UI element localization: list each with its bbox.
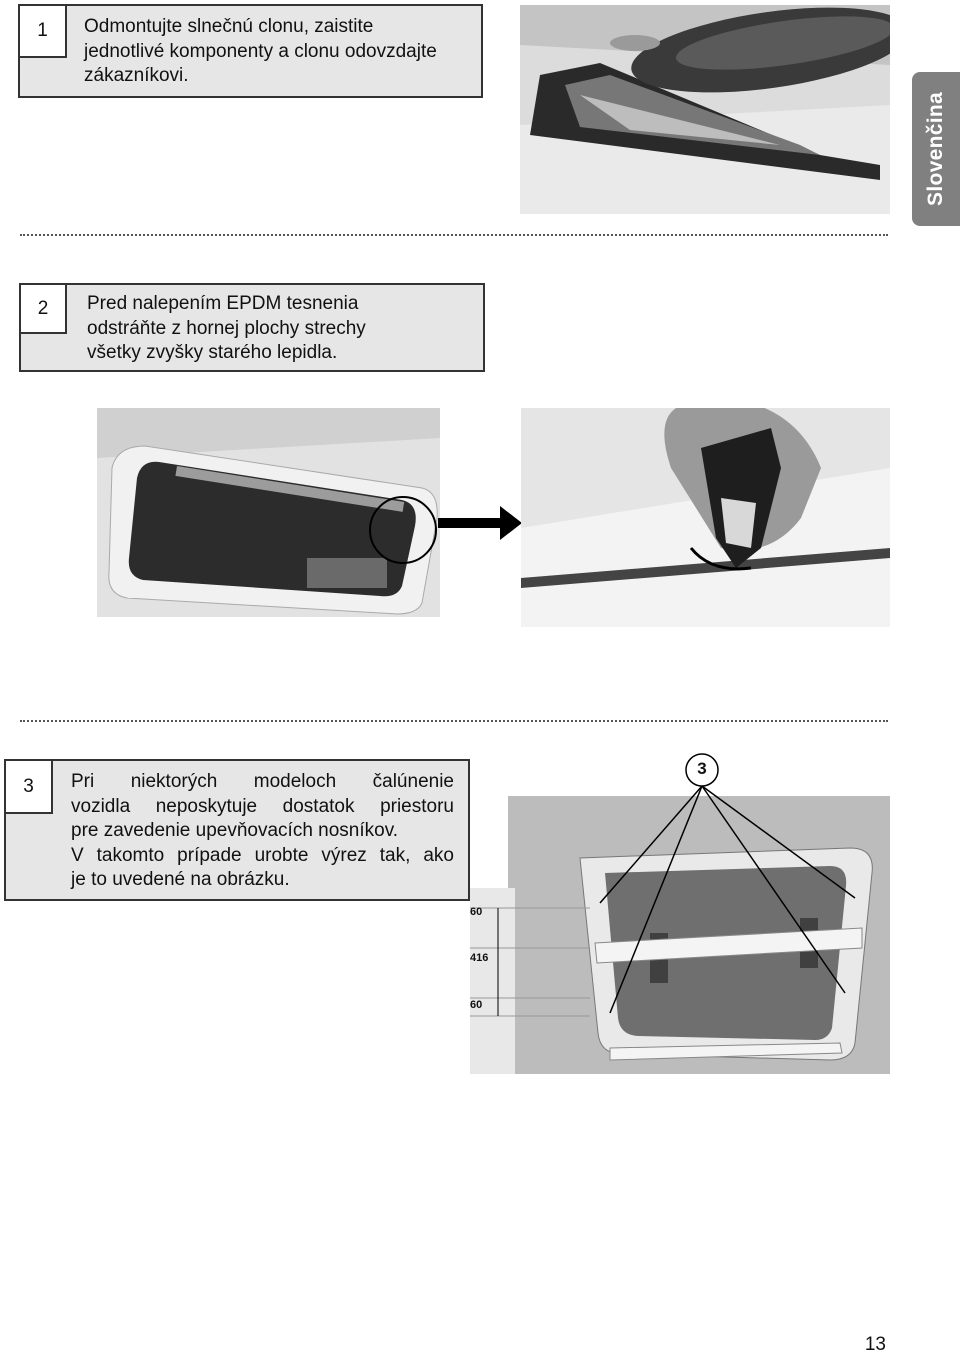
arrow-right-icon: [438, 506, 522, 540]
step-3-box: [4, 759, 470, 901]
figure-cutout: [470, 748, 890, 1074]
photo-roof-opening: [97, 408, 440, 617]
dimension-label: 60: [470, 906, 483, 918]
step-1-line: Odmontujte slnečnú clonu, zaistite: [84, 16, 374, 37]
step-2-line: odstráňte z hornej plochy strechy: [87, 317, 366, 339]
separator: [20, 234, 888, 236]
step-2-line: Pred nalepením EPDM tesnenia: [87, 293, 359, 314]
step-1-line: zákazníkovi.: [84, 65, 189, 86]
step-2-text: [87, 292, 366, 366]
dimension-label: 60: [470, 999, 483, 1011]
page-number: 13: [864, 1334, 886, 1355]
step-2-line: všetky zvyšky starého lepidla.: [87, 342, 338, 363]
step-1-text: [84, 15, 437, 89]
step-3-number: 3: [6, 761, 53, 814]
step-3-line: je to uvedené na obrázku.: [71, 869, 290, 890]
step-1-line: jednotlivé komponenty a clonu odovzdajte: [84, 40, 437, 62]
step-3-line: V takomto prípade urobte výrez tak, ako: [71, 844, 454, 866]
step-3-text: [71, 770, 454, 893]
dimension-label: 416: [470, 952, 489, 964]
step-3-line: Pri niektorých modeloch čalúnenie: [71, 771, 454, 792]
step-2-number: 2: [21, 285, 67, 334]
separator: [20, 720, 888, 722]
step-3-line: pre zavedenie upevňovacích nosníkov.: [71, 820, 399, 841]
photo-sunblind-removal: [520, 5, 890, 214]
step-2-box: [19, 283, 485, 372]
step-1-number: 1: [20, 6, 67, 58]
photo-scraping-adhesive: [521, 408, 890, 627]
callout-label: 3: [697, 759, 707, 778]
language-tab-label: Slovenčina: [924, 92, 947, 206]
step-3-line: vozidla neposkytuje dostatok priestoru: [71, 795, 454, 817]
step-1-box: [18, 4, 483, 98]
